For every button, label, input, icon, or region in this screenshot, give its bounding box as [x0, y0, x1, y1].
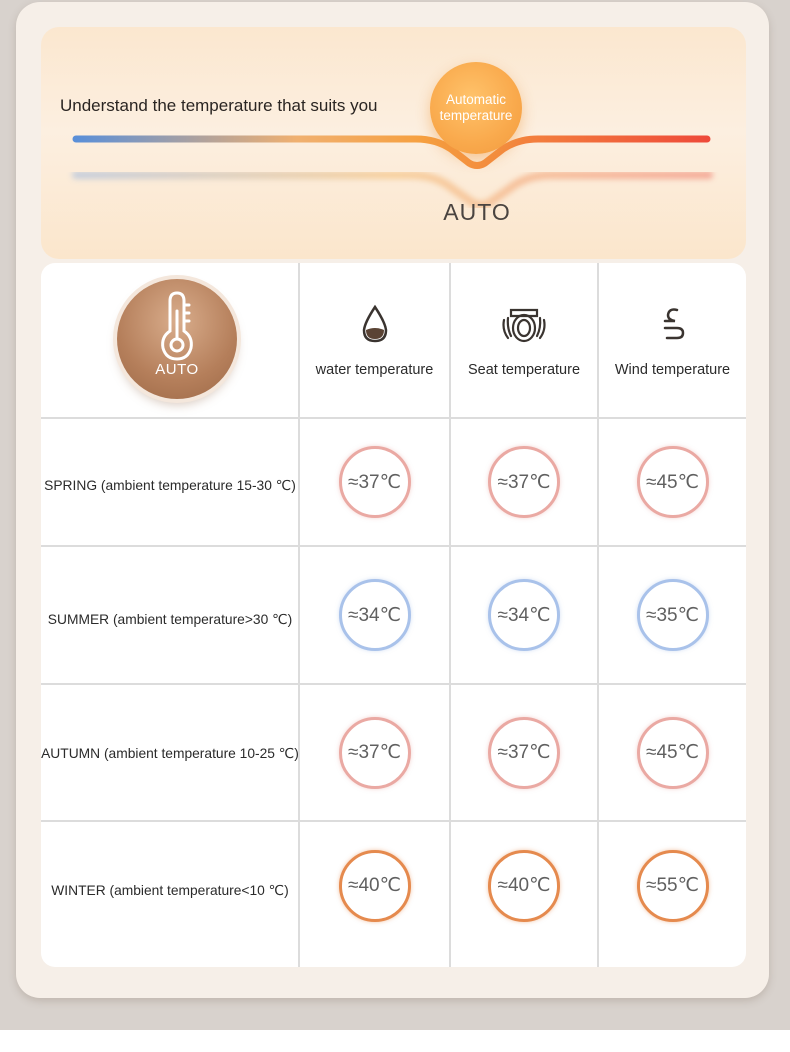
column-label-water: water temperature [315, 362, 434, 378]
bubble-label-line1: Automatic [445, 92, 507, 107]
row-label-autumn: AUTUMN (ambient temperature 10-25 ℃) [41, 746, 299, 761]
temperature-value: ≈34℃ [488, 579, 560, 651]
temperature-value: ≈35℃ [637, 579, 709, 651]
temperature-value: ≈45℃ [637, 446, 709, 518]
value-cell [451, 419, 597, 545]
temperature-value: ≈37℃ [339, 446, 411, 518]
value-cell [599, 547, 746, 683]
automatic-temperature-bubble [430, 62, 522, 154]
value-cell [599, 822, 746, 949]
column-header-wind [599, 263, 746, 378]
auto-badge-label: AUTO [155, 361, 199, 378]
temperature-value: ≈37℃ [488, 446, 560, 518]
temperature-value: ≈37℃ [488, 717, 560, 789]
column-label-seat: Seat temperature [467, 362, 581, 378]
column-label-wind: Wind temperature [614, 362, 731, 378]
value-cell [300, 685, 449, 820]
value-cell [300, 547, 449, 683]
column-header-seat [451, 263, 597, 378]
row-label-winter: WINTER (ambient temperature<10 ℃) [51, 883, 289, 898]
toilet-seat-icon [499, 303, 549, 345]
value-cell [451, 547, 597, 683]
auto-badge [117, 279, 237, 399]
temperature-value: ≈45℃ [637, 717, 709, 789]
row-label-summer: SUMMER (ambient temperature>30 ℃) [47, 612, 293, 627]
water-drop-icon [358, 303, 392, 345]
temperature-table [41, 263, 746, 967]
temperature-value: ≈40℃ [488, 850, 560, 922]
value-cell [300, 822, 449, 949]
row-label-spring: SPRING (ambient temperature 15-30 ℃) [44, 478, 296, 493]
value-cell [451, 685, 597, 820]
value-cell [599, 685, 746, 820]
thermometer-icon [117, 279, 237, 399]
column-header-water [300, 263, 449, 378]
hero-panel [41, 27, 746, 259]
hero-title: Understand the temperature that suits you [60, 96, 378, 115]
value-cell [300, 419, 449, 545]
value-cell [599, 419, 746, 545]
temperature-value: ≈55℃ [637, 850, 709, 922]
temperature-value: ≈37℃ [339, 717, 411, 789]
auto-label: AUTO [443, 199, 511, 225]
value-cell [451, 822, 597, 949]
temperature-value: ≈34℃ [339, 579, 411, 651]
temperature-value: ≈40℃ [339, 850, 411, 922]
bubble-label-line2: temperature [439, 108, 513, 123]
wind-icon [656, 303, 690, 345]
